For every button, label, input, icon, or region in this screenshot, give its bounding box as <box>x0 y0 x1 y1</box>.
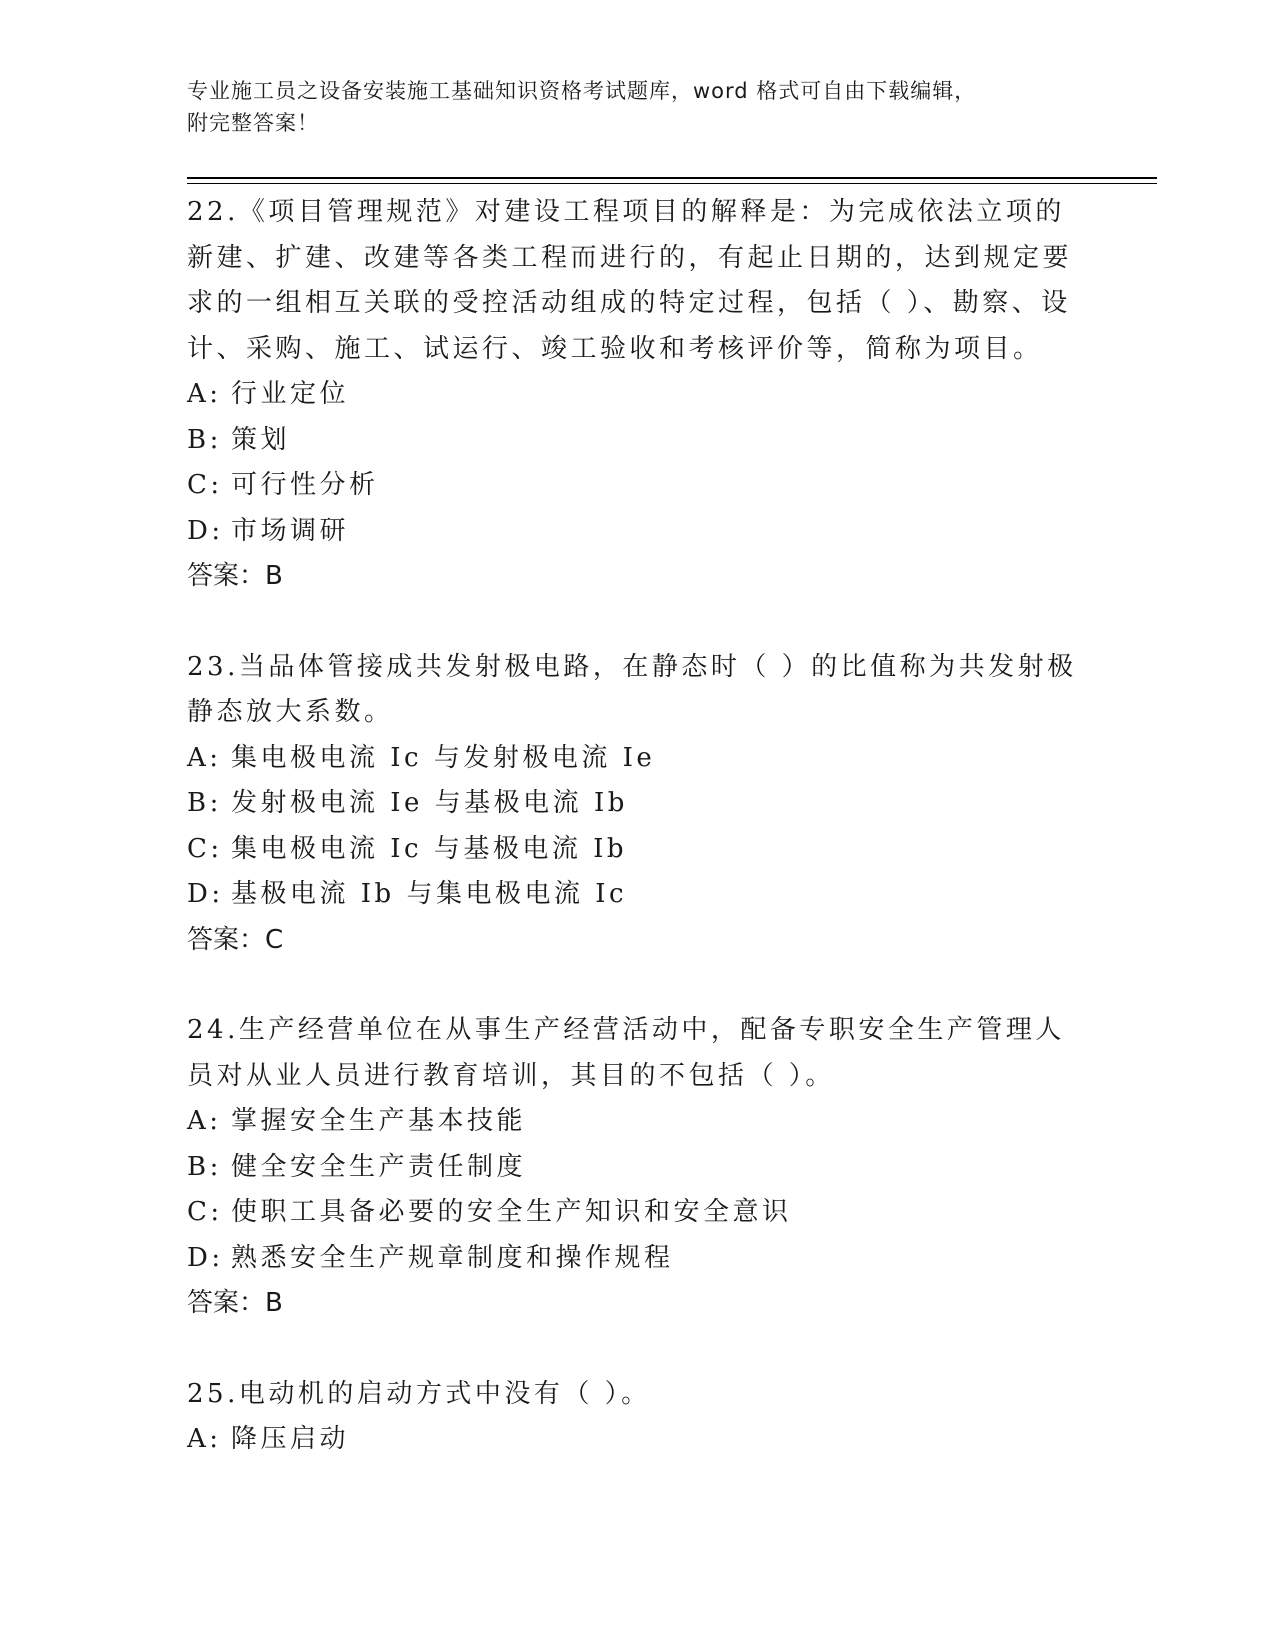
option-letter: C: <box>187 470 223 500</box>
option-c <box>187 1190 1087 1236</box>
question-text: 25.电动机的启动方式中没有（ ）。 <box>187 1378 651 1409</box>
option-letter: A: <box>187 1424 222 1454</box>
option-b <box>187 418 1087 464</box>
option-text: 可行性分析 <box>231 470 379 500</box>
option-d <box>187 509 1087 555</box>
header-divider-thin <box>187 183 1157 184</box>
option-a <box>187 736 1087 782</box>
option-letter: B: <box>187 788 222 818</box>
question-text: 24.生产经营单位在从事生产经营活动中，配备专职安全生产管理人员对从业人员进行教育培训，其目的不包括（ ）。 <box>187 1015 1065 1091</box>
answer-line: 答案：B <box>187 561 283 591</box>
option-letter: A: <box>187 1106 222 1136</box>
header-line-2: 附完整答案！ <box>187 111 319 135</box>
question-text: 22.《项目管理规范》对建设工程项目的解释是：为完成依法立项的新建、扩建、改建等各类工程而进行的，有起止日期的，达到规定要求的一组相互关联的受控活动组成的特定过程，包括（ ）、勘察、设计、采购、施工、试运行、竣工验收和考核评价等，简称为项目。 <box>187 197 1073 364</box>
header-divider-thick <box>187 177 1157 179</box>
option-letter: A: <box>187 379 222 409</box>
option-letter: C: <box>187 833 223 864</box>
header-line-1: 专业施工员之设备安装施工基础知识资格考试题库，word 格式可自由下载编辑， <box>187 79 977 103</box>
option-letter: D: <box>187 879 224 909</box>
option-letter: A: <box>187 742 222 773</box>
option-letter: B: <box>187 424 222 455</box>
option-letter: D: <box>187 515 224 546</box>
question-text: 23.当品体管接成共发射极电路，在静态时（ ）的比值称为共发射极静态放大系数。 <box>187 651 1077 727</box>
option-text: 市场调研 <box>231 515 350 546</box>
question-23 <box>187 645 1087 964</box>
question-25 <box>187 1372 1087 1463</box>
document-header <box>187 75 1087 139</box>
option-d <box>187 872 1087 918</box>
question-22 <box>187 190 1087 600</box>
option-letter: D: <box>187 1242 224 1273</box>
option-text: 熟悉安全生产规章制度和操作规程 <box>231 1242 674 1273</box>
option-text: 掌握安全生产基本技能 <box>231 1106 527 1136</box>
option-b <box>187 1145 1087 1191</box>
option-b <box>187 781 1087 827</box>
option-c <box>187 827 1087 873</box>
option-text: 基极电流 Ib 与集电极电流 Ic <box>231 879 628 909</box>
answer-line: 答案：C <box>187 924 284 955</box>
option-text: 行业定位 <box>231 379 350 409</box>
option-text: 发射极电流 Ie 与基极电流 Ib <box>231 788 628 818</box>
option-text: 策划 <box>231 424 291 455</box>
option-text: 降压启动 <box>231 1424 350 1454</box>
option-a <box>187 1417 1087 1463</box>
option-a <box>187 372 1087 418</box>
option-c <box>187 463 1087 509</box>
option-letter: C: <box>187 1197 223 1227</box>
question-24 <box>187 1008 1087 1327</box>
option-d <box>187 1236 1087 1282</box>
option-text: 集电极电流 Ic 与发射极电流 Ie <box>231 742 656 773</box>
option-a <box>187 1099 1087 1145</box>
answer-line: 答案：B <box>187 1288 283 1318</box>
option-letter: B: <box>187 1151 222 1182</box>
option-text: 集电极电流 Ic 与基极电流 Ib <box>231 833 628 864</box>
option-text: 健全安全生产责任制度 <box>231 1151 527 1182</box>
option-text: 使职工具备必要的安全生产知识和安全意识 <box>231 1197 792 1227</box>
question-list <box>187 190 1087 1508</box>
